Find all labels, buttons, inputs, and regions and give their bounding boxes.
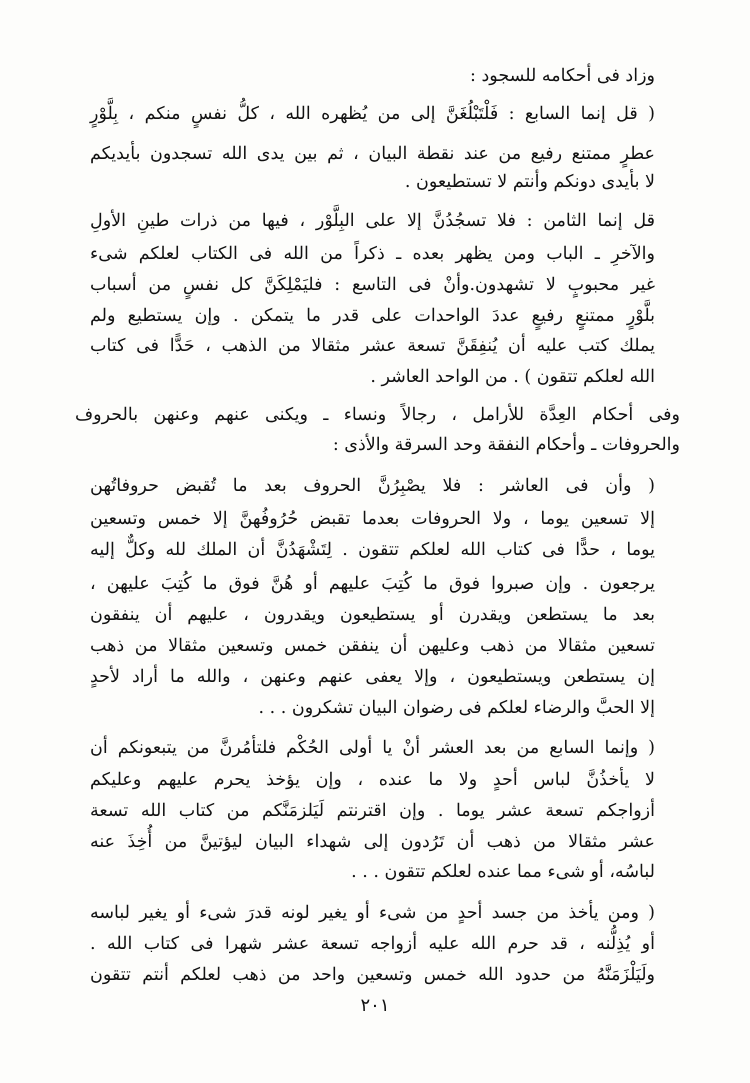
text-line: أزواجكم تسعة عشر يوما . وإن اقترنتم لَيَلزمَنَّكم من كتاب الله تسعة [90,801,655,821]
text-line: ( وأن فى العاشر : فلا يصْبِرُنَّ الحروف بعد ما تُقبض حروفاتُهن [90,476,655,496]
text-line: ( قل إنما السابع : فَلْتَبْلُغَنَّ إلى من يُظهره الله ، كلُّ نفسٍ منكم ، بِلَّوْرٍ [90,104,655,124]
text-line: وفى أحكام العِدَّة للأرامل ، رجالاً ونساء ـ ويكنى عنهم وعنهن بالحروف [75,405,680,425]
text-line: ( ومن يأخذ من جسد أحدٍ من شىء أو يغير لونه قدرَ شىء أو يغير لباسه [90,903,655,923]
text-line: عطرٍ ممتنع رفيع من عند نقطة البيان ، ثم بين يدى الله تسجدون بأيديكم [90,144,655,164]
text-line: قل إنما الثامن : فلا تسجُدُنَّ إلا على البِلَّوْر ، فيها من ذرات طينِ الأولِ [90,211,655,231]
text-line: والآخرِ ـ الباب ومن يظهر بعده ـ ذكراً من الله فى الكتاب لعلكم شىء [90,244,655,264]
text-line: إن يستطعن ويستطيعون ، وإلا يعفى عنهم وعنهن ، والله ما أراد لأحدٍ [90,667,655,687]
text-line: ولَيَلْزَمَنَّهُ من حدود الله خمس وتسعين واحد من ذهب لعلكم أنتم تتقون [90,965,655,985]
text-line: لباسُه، أو شىء مما عنده لعلكم تتقون . . . [351,862,655,882]
text-line: إلا تسعين يوما ، ولا الحروفات بعدما تقبض حُرُوفُهنَّ إلا خمس وتسعين [90,509,655,529]
text-line: لا يأخذُنَّ لباس أحدٍ ولا ما عنده ، وإن يؤخذ يحرم عليهم وعليكم [90,770,655,790]
text-line: تسعين مثقالا من ذهب وعليهن أن ينفقن خمس وتسعين مثقالا من ذهب [90,636,655,656]
intro-line: وزاد فى أحكامه للسجود : [470,66,655,86]
text-line: والحروفات ـ وأحكام النفقة وحد السرقة والأذى : [332,435,680,455]
text-line: بلَّوْرٍ ممتنعٍ رفيعٍ عددَ الواحدات على قدر ما يتمكن . وإن يستطيع ولم [90,306,655,326]
text-line: إلا الحبَّ والرضاء لعلكم فى رضوان البيان تشكرون . . . [258,698,655,718]
text-line: يرجعون . وإن صبروا فوق ما كُتِبَ عليهم أو هُنَّ فوق ما كُتِبَ عليهن ، [90,574,655,594]
text-line: ( وإنما السابع من بعد العشر أنْ يا أولى الحُكْم فلتأمُرنَّ من يتبعونكم أن [90,738,655,758]
text-line: لا بأيدى دونكم وأنتم لا تستطيعون . [404,172,655,192]
text-line: أو يُذِلُّنه ، قد حرم الله عليه أزواجه تسعة عشر شهرا فى كتاب الله . [90,934,655,954]
text-line: يملك كتب عليه أن يُنفِقَنَّ تسعة عشر مثقالا من الذهب ، حَدًّا فى كتاب [90,336,655,356]
page-number: ٢٠١ [360,995,390,1016]
text-line: يوما ، حدًّا فى كتاب الله لعلكم تتقون . لِتَشْهَدُنَّ أن الملك لله وكلٌّ إليه [90,540,655,560]
text-line: الله لعلكم تتقون ) . من الواحد العاشر . [370,367,655,387]
text-line: عشر مثقالا من ذهب أن تَرُدون إلى شهداء البيان ليؤتينَّ من أُخِذَ عنه [90,832,655,852]
text-line: غير محبوبٍ لا تشهدون.وأنْ فى التاسع : فليَمْلِكَنَّ كل نفسٍ من أسباب [90,275,655,295]
text-line: بعد ما يستطعن ويقدرن أو يستطيعون ويقدرون ، عليهم أن ينفقون [90,605,655,625]
